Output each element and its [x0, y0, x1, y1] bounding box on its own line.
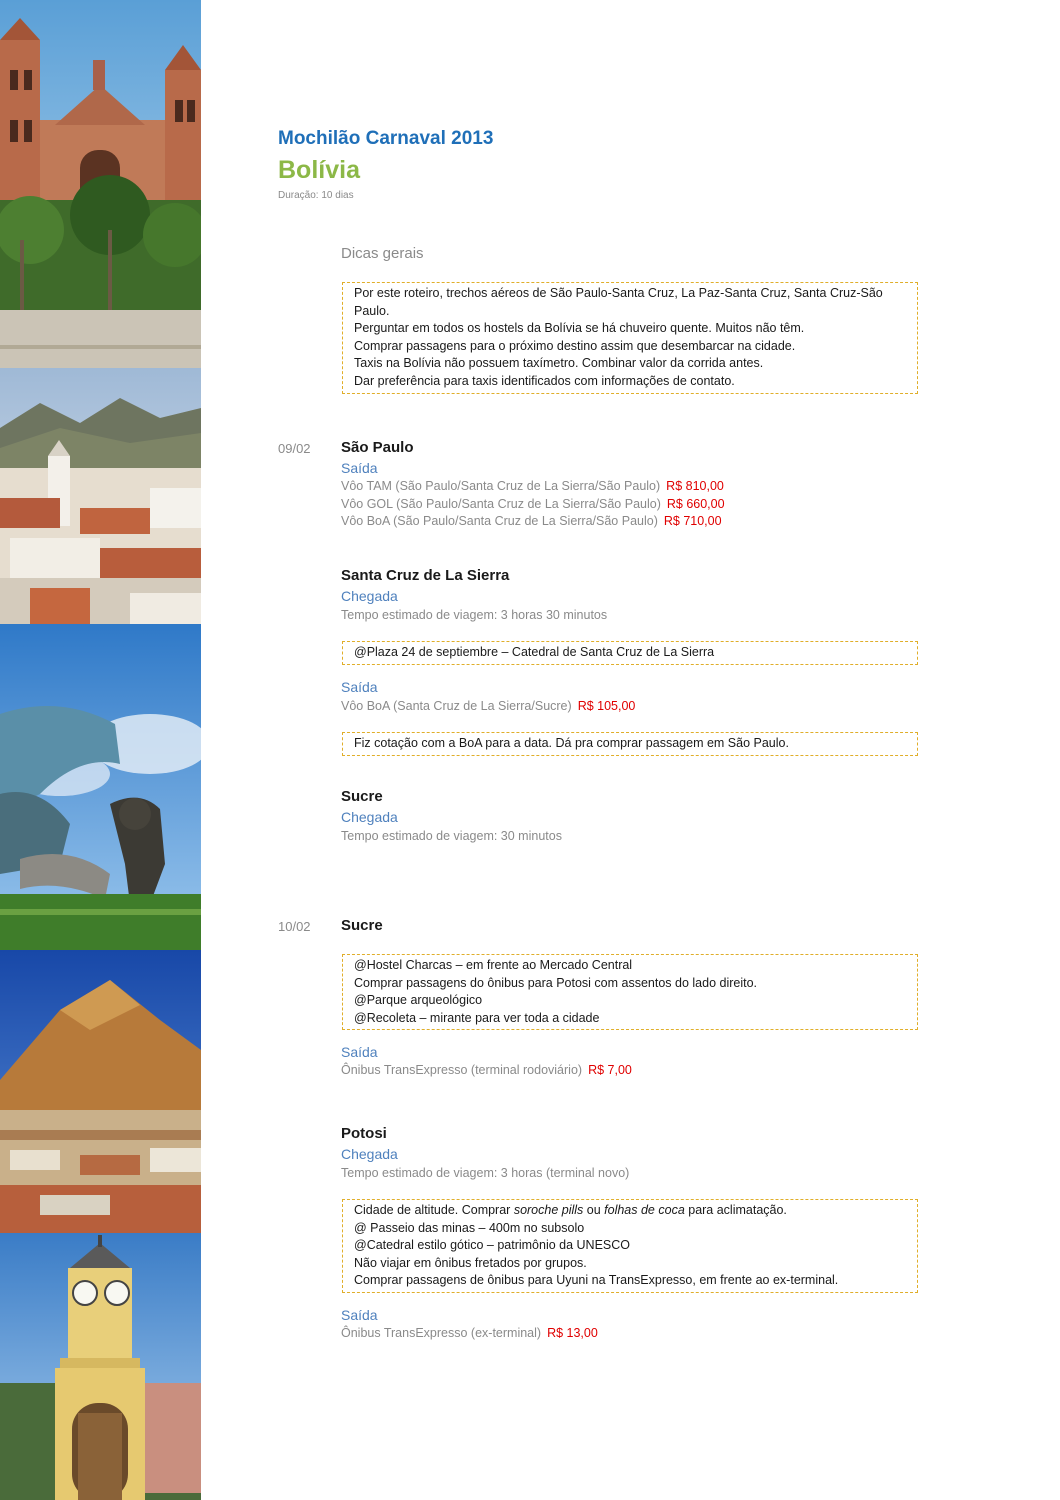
note-text: Cidade de altitude. Comprar: [354, 1203, 514, 1217]
note-box: [342, 1199, 918, 1293]
note-item: Não viajar em ônibus fretados por grupos.: [354, 1255, 587, 1270]
note-item: Fiz cotação com a BoA para a data. Dá pra comprar passagem em São Paulo.: [354, 736, 789, 750]
travel-time: Tempo estimado de viagem: 3 horas 30 minutos: [341, 608, 608, 622]
city-heading: Santa Cruz de La Sierra: [341, 567, 510, 584]
tip-item: Por este roteiro, trechos aéreos de São Paulo-Santa Cruz, La Paz-Santa Cruz, Santa Cruz-São Paulo.: [354, 286, 883, 318]
flight-text: Vôo BoA (Santa Cruz de La Sierra/Sucre): [341, 699, 572, 713]
city-heading: Potosi: [341, 1125, 387, 1142]
note-item: @ Passeio das minas – 400m no subsolo: [354, 1220, 585, 1235]
note-item: @Hostel Charcas – em frente ao Mercado Central: [354, 958, 633, 972]
note-item: Comprar passagens de ônibus para Uyuni na TransExpresso, em frente ao ex-terminal.: [354, 1273, 839, 1288]
photo-sucre-city: [0, 368, 201, 624]
day-date: 09/02: [278, 441, 311, 456]
bus-text: Ônibus TransExpresso (terminal rodoviário): [341, 1063, 583, 1077]
photo-cerro-rico: [0, 950, 201, 1233]
flight-option: [341, 513, 722, 531]
country-title: Bolívia: [278, 156, 360, 184]
arrival-label: Chegada: [341, 1146, 398, 1162]
trip-title: Mochilão Carnaval 2013: [278, 128, 494, 149]
travel-time: Tempo estimado de viagem: 30 minutos: [341, 829, 562, 843]
flight-text: Vôo TAM (São Paulo/Santa Cruz de La Sierra/São Paulo): [341, 479, 661, 493]
flight-text: Vôo GOL (São Paulo/Santa Cruz de La Sierra/São Paulo): [341, 497, 661, 511]
flight-option: [341, 478, 724, 496]
note-emphasis: soroche pills: [513, 1203, 584, 1217]
flight-price: R$ 105,00: [577, 699, 636, 713]
note-item: @Parque arqueológico: [354, 993, 483, 1008]
flight-option: [341, 698, 635, 716]
flight-text: Vôo BoA (São Paulo/Santa Cruz de La Sierra/São Paulo): [341, 514, 658, 528]
note-item: @Catedral estilo gótico – patrimônio da UNESCO: [354, 1238, 631, 1253]
bus-text: Ônibus TransExpresso (ex-terminal): [341, 1326, 542, 1340]
departure-label: Saída: [341, 679, 378, 695]
departure-label: Saída: [341, 1307, 378, 1323]
tip-item: Taxis na Bolívia não possuem taxímetro. Combinar valor da corrida antes.: [354, 356, 764, 371]
general-tips-heading: Dicas gerais: [341, 245, 424, 262]
note-box: [342, 954, 918, 1030]
bus-price: R$ 7,00: [588, 1063, 632, 1077]
note-item: @Plaza 24 de septiembre – Catedral de Santa Cruz de La Sierra: [354, 645, 715, 659]
photo-cathedral: [0, 0, 201, 368]
bus-option: [341, 1325, 598, 1343]
travel-time: Tempo estimado de viagem: 3 horas (terminal novo): [341, 1166, 630, 1180]
bus-price: R$ 13,00: [547, 1326, 598, 1340]
photo-strip: [0, 0, 201, 1500]
note-item: @Recoleta – mirante para ver toda a cidade: [354, 1010, 600, 1025]
tip-item: Comprar passagens para o próximo destino assim que desembarcar na cidade.: [354, 338, 796, 353]
note-text: para aclimatação.: [684, 1203, 787, 1217]
flight-price: R$ 660,00: [666, 497, 725, 511]
note-emphasis: folhas de coca: [604, 1203, 685, 1217]
flight-price: R$ 710,00: [663, 514, 722, 528]
photo-clock-tower: [0, 1233, 201, 1500]
note-box: [342, 641, 918, 665]
flight-price: R$ 810,00: [666, 479, 724, 493]
duration-text: Duração: 10 dias: [278, 190, 354, 201]
tip-item: Perguntar em todos os hostels da Bolívia se há chuveiro quente. Muitos não têm.: [354, 321, 805, 336]
note-item: Comprar passagens do ônibus para Potosi com assentos do lado direito.: [354, 975, 758, 990]
departure-label: Saída: [341, 1044, 378, 1060]
note-box: [342, 732, 918, 756]
city-heading: Sucre: [341, 788, 383, 805]
photo-dinosaur-park: [0, 624, 201, 950]
flight-option: [341, 496, 725, 514]
arrival-label: Chegada: [341, 588, 398, 604]
city-heading: Sucre: [341, 917, 383, 934]
bus-option: [341, 1062, 632, 1080]
note-text: ou: [583, 1203, 605, 1217]
note-item: [354, 1202, 907, 1220]
arrival-label: Chegada: [341, 809, 398, 825]
tip-item: Dar preferência para taxis identificados com informações de contato.: [354, 373, 735, 388]
departure-label: Saída: [341, 460, 378, 476]
general-tips-box: [342, 282, 918, 394]
city-heading: São Paulo: [341, 439, 414, 456]
day-date: 10/02: [278, 919, 311, 934]
